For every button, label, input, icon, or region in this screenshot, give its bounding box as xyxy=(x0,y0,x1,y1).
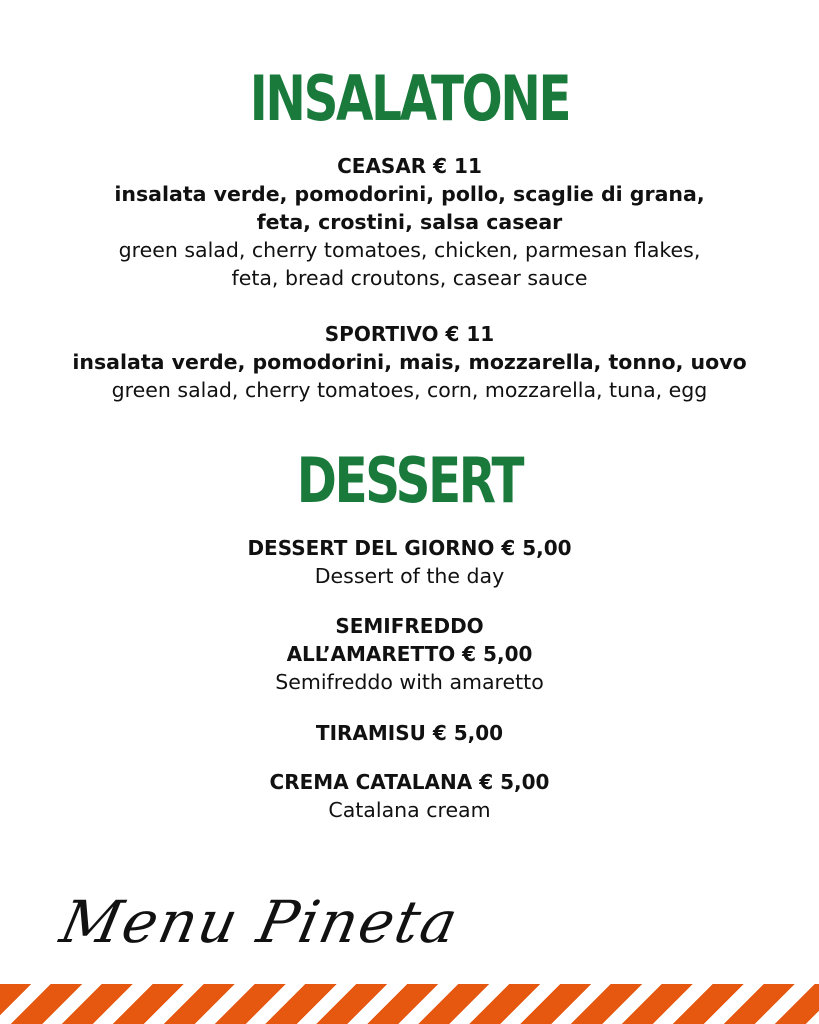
item-name-price: CEASAR € 11 xyxy=(337,154,482,178)
menu-item-crema-catalana xyxy=(0,768,819,824)
item-description-english: green salad, cherry tomatoes, corn, mozzarella, tuna, egg xyxy=(111,378,708,402)
menu-item-sportivo xyxy=(0,320,819,404)
item-name-price: CREMA CATALANA € 5,00 xyxy=(269,770,550,794)
item-description-english: feta, bread croutons, casear sauce xyxy=(231,266,588,290)
item-description-english: Semifreddo with amaretto xyxy=(275,670,544,694)
item-description-english: Dessert of the day xyxy=(314,564,505,588)
item-name-price: SPORTIVO € 11 xyxy=(324,322,495,346)
menu-signature: Menu Pineta xyxy=(54,888,466,956)
menu-item-dessert-del-giorno xyxy=(0,534,819,590)
menu-item-tiramisu xyxy=(0,719,819,747)
item-description-italian: insalata verde, pomodorini, pollo, scaglie di grana, xyxy=(114,182,705,206)
item-description-english: Catalana cream xyxy=(328,798,491,822)
item-name-price: DESSERT DEL GIORNO € 5,00 xyxy=(247,536,572,560)
item-description-italian: insalata verde, pomodorini, mais, mozzarella, tonno, uovo xyxy=(72,350,747,374)
item-name-price: TIRAMISU € 5,00 xyxy=(315,721,504,745)
section-title-insalatone: INSALATONE xyxy=(249,62,570,135)
item-description-english: green salad, cherry tomatoes, chicken, parmesan flakes, xyxy=(118,238,701,262)
menu-item-caesar xyxy=(0,152,819,292)
item-name: SEMIFREDDO xyxy=(335,614,484,638)
section-title-dessert: DESSERT xyxy=(296,444,523,517)
striped-footer-band xyxy=(0,984,819,1024)
menu-item-semifreddo xyxy=(0,612,819,696)
item-description-italian: feta, crostini, salsa casear xyxy=(256,210,563,234)
item-name-price: ALL’AMARETTO € 5,00 xyxy=(286,642,533,666)
